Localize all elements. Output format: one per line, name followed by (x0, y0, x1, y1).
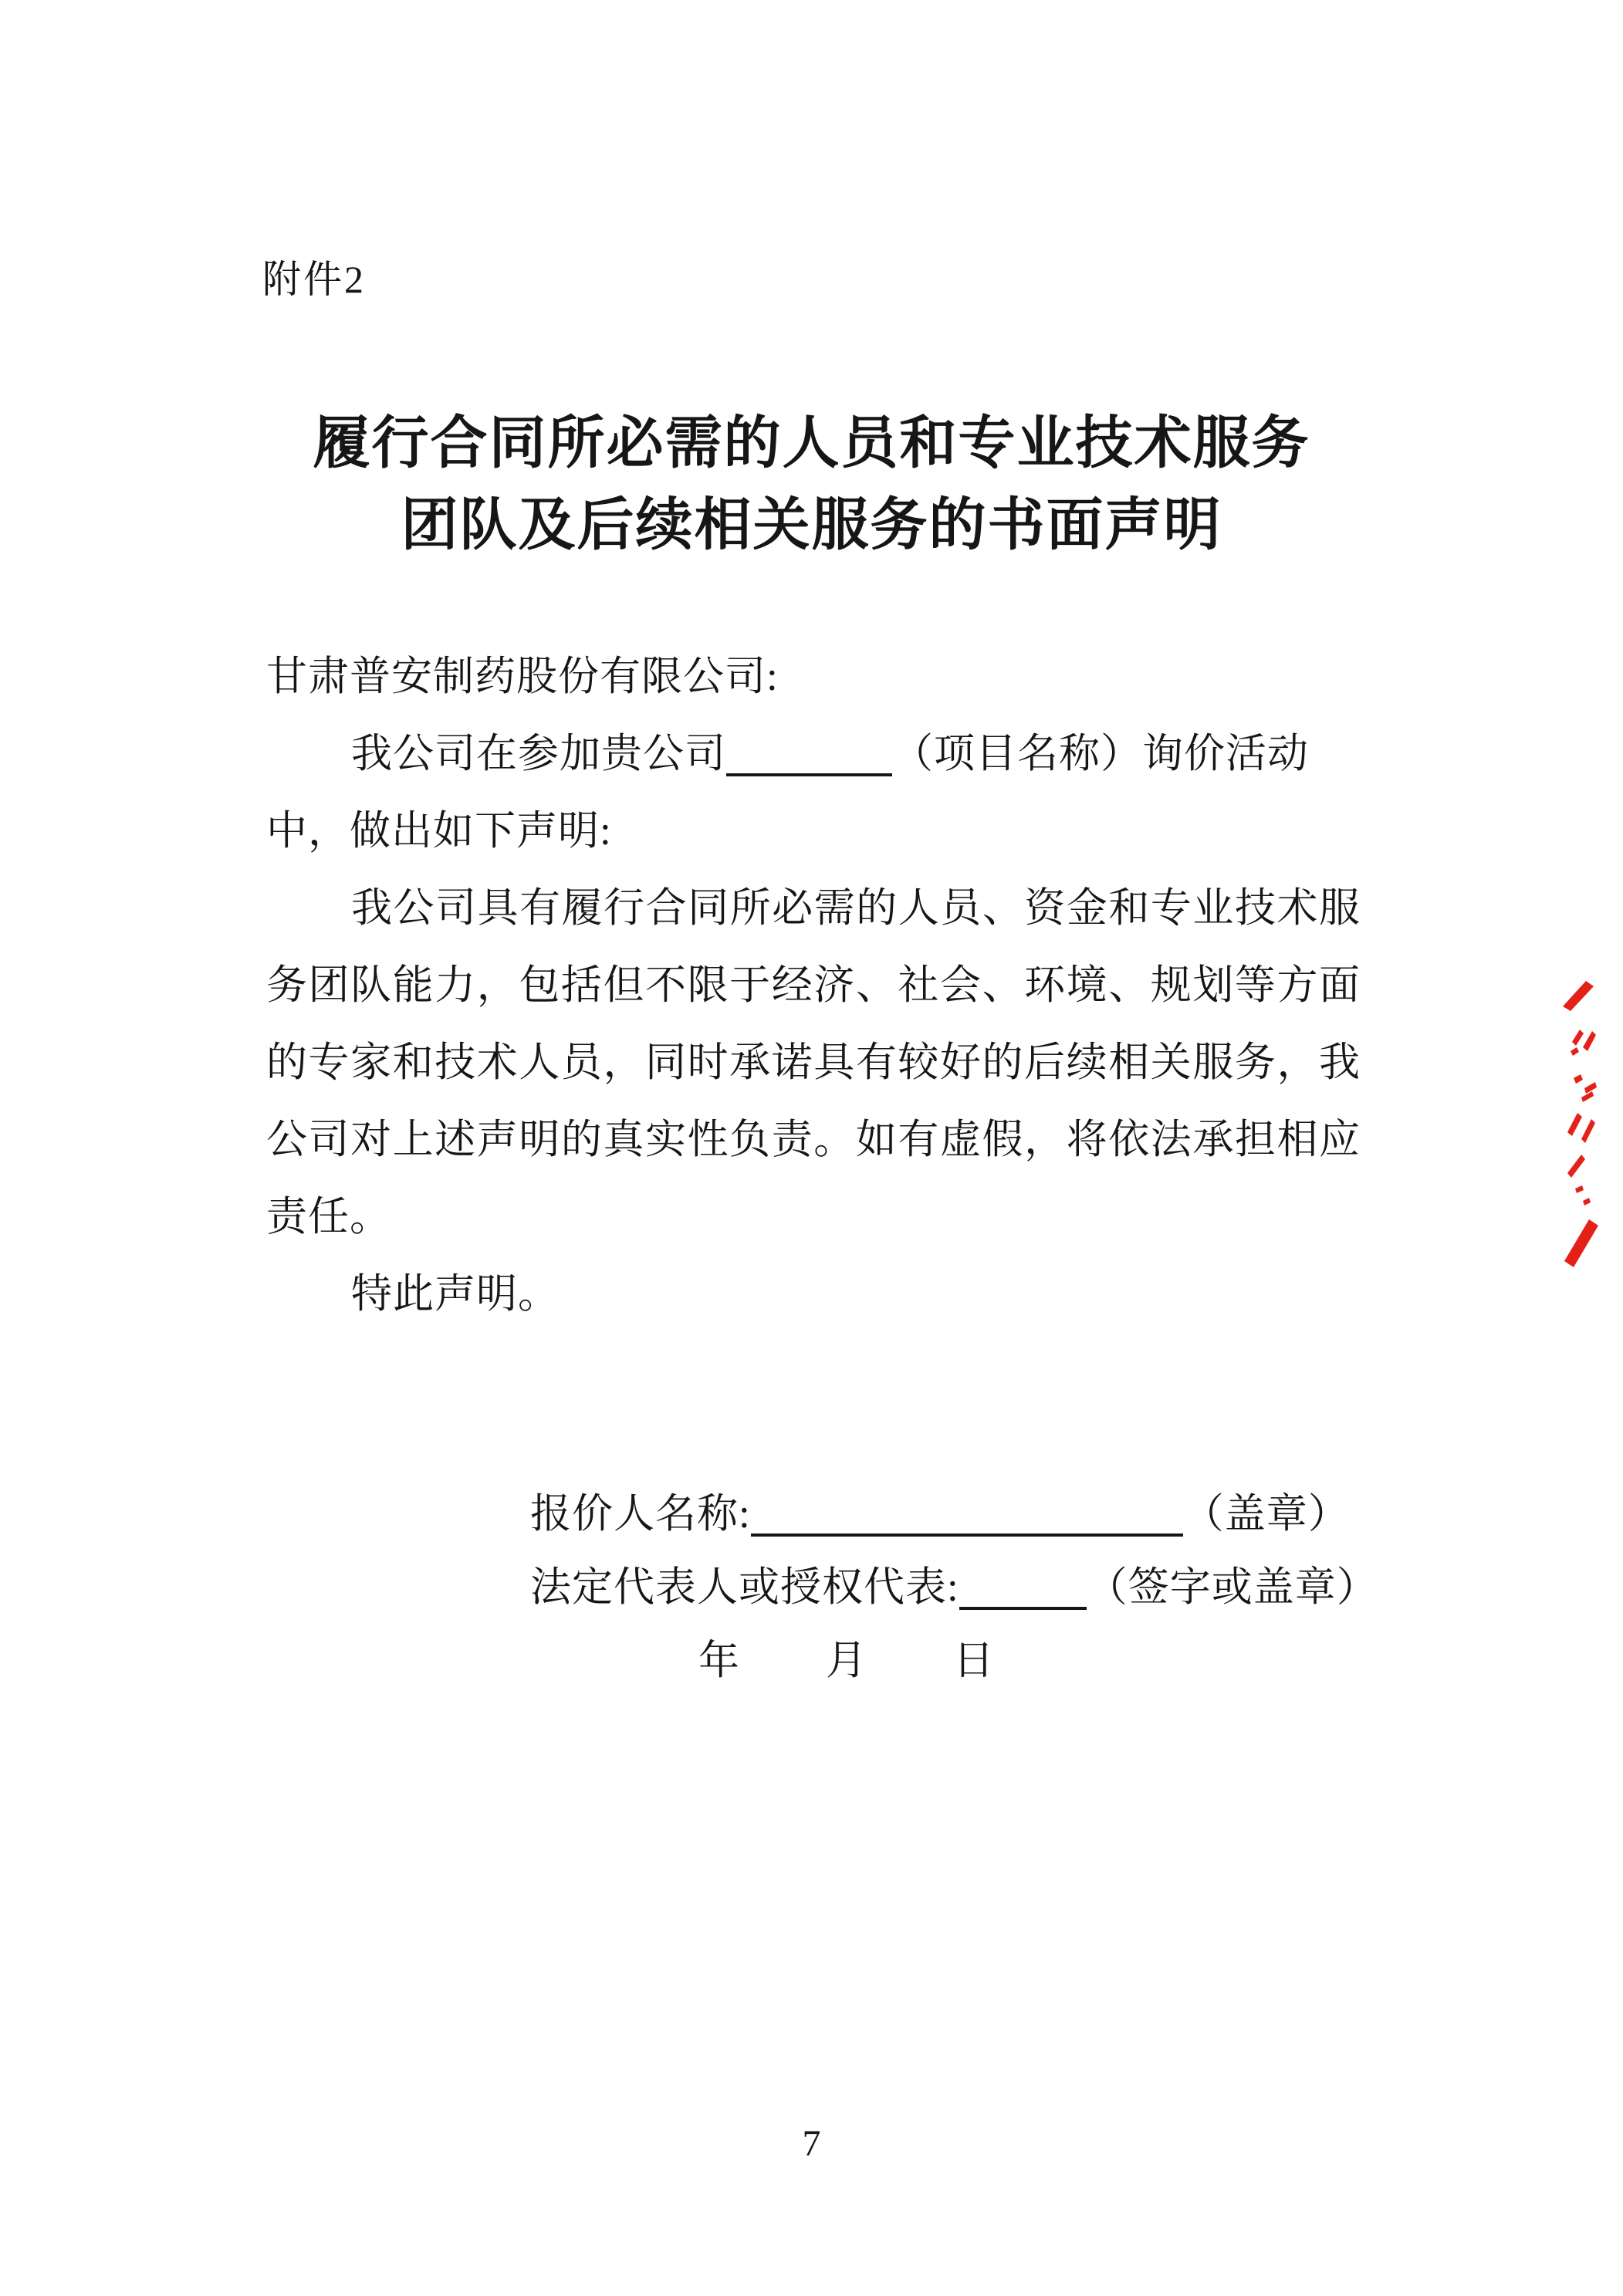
sign-or-seal-note: （签字或盖章） (1086, 1565, 1378, 1610)
title-line-2: 团队及后续相关服务的书面声明 (401, 494, 1222, 557)
para1-text-before: 我公司在参加贵公司 (351, 732, 726, 776)
representative-signature-line (530, 1549, 1378, 1626)
company-seal-note: （盖章） (1182, 1492, 1350, 1537)
body-line: 公司对上述声明的真实性负责。如有虚假，将依法承担相应 (266, 1118, 1361, 1162)
bidder-signature-line (530, 1476, 1350, 1553)
bidder-name-blank (751, 1506, 1183, 1537)
para1-line2: 中，做出如下声明: (266, 809, 612, 854)
title-line-1: 履行合同所必需的人员和专业技术服务 (313, 412, 1310, 475)
body-line: 我公司具有履行合同所必需的人员、资金和专业技术服 (351, 886, 1361, 931)
para1-text-after: （项目名称）询价活动 (892, 732, 1309, 776)
body-line: 责任。 (266, 1195, 391, 1239)
bidder-name-label: 报价人名称: (530, 1492, 751, 1537)
representative-blank (959, 1579, 1087, 1610)
closing-statement: 特此声明。 (351, 1272, 560, 1317)
attachment-label: 附件2 (262, 258, 366, 301)
representative-label: 法定代表人或授权代表: (530, 1565, 959, 1610)
document-body (266, 638, 1361, 1333)
para1-line1 (266, 715, 1361, 793)
body-line: 务团队能力，包括但不限于经济、社会、环境、规划等方面 (266, 963, 1361, 1008)
document-title (0, 403, 1623, 566)
project-name-blank (726, 746, 892, 776)
body-line: 的专家和技术人员，同时承诺具有较好的后续相关服务，我 (266, 1040, 1361, 1085)
page-number: 7 (802, 2123, 821, 2164)
salutation: 甘肃普安制药股份有限公司: (266, 654, 779, 699)
date-line: 年 月 日 (698, 1638, 996, 1683)
red-seal-fragment (1554, 974, 1601, 1269)
